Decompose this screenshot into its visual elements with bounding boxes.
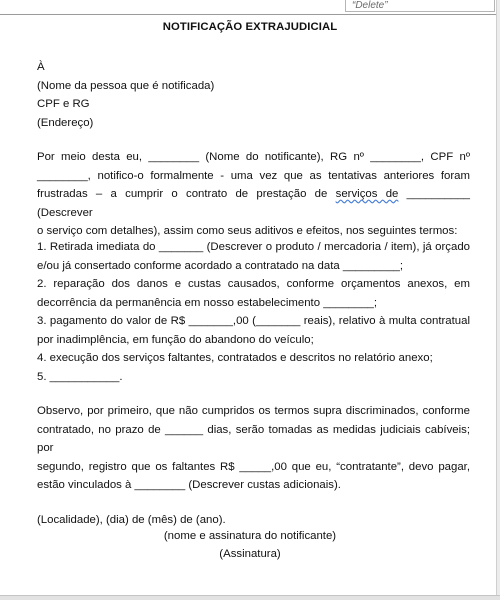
list-item: decorrência da permanência em nosso estabelecimento ________; — [37, 296, 378, 309]
place-date — [37, 511, 470, 530]
closing-line-4: estão vinculados à ________ (Descrever custas adicionais). — [37, 479, 341, 491]
terms-list — [37, 238, 470, 386]
intro-line-3-start: frustradas – a cumprir o contrato de prestação de — [37, 188, 336, 200]
spellcheck-flagged-text[interactable]: serviços de — [335, 188, 399, 200]
signatory-name: (nome e assinatura do notificante) — [163, 530, 337, 542]
closing-line-3: segundo, registro que os faltantes R$ _____,00 que eu, “contratante”, devo pagar, — [37, 460, 470, 473]
recipient-to: À — [37, 61, 45, 73]
list-item: por inadimplência, em função do abandono do veículo; — [37, 333, 314, 346]
delete-tag[interactable]: “Delete” — [345, 0, 495, 12]
list-item: e/ou já consertado conforme acordado a contratado na data _________; — [37, 259, 404, 272]
intro-line-2: ________, notifico-o formalmente - uma vez que as tentativas anteriores foram — [37, 169, 470, 182]
signature-line: (Assinatura) — [219, 548, 281, 560]
intro-line-3-end: __________ (Descrever — [37, 188, 471, 219]
list-item: 4. execução dos serviços faltantes, contratados e descritos no relatório anexo; — [37, 352, 433, 364]
recipient-id: CPF e RG — [37, 98, 90, 110]
closing-paragraph — [37, 402, 470, 495]
recipient-block — [37, 58, 470, 132]
intro-line-3 — [37, 185, 470, 222]
recipient-name: (Nome da pessoa que é notificada) — [37, 79, 215, 92]
intro-paragraph — [37, 148, 470, 241]
page-bottom-edge — [0, 595, 500, 600]
list-item: 3. pagamento do valor de R$ _______,00 (_______ reais), relativo à multa contratual — [37, 315, 470, 327]
closing-line-2: contratado, no prazo de ______ dias, serão tomadas as medidas judiciais cabíveis; por — [37, 423, 470, 454]
closing-line-1: Observo, por primeiro, que não cumpridos os termos supra discriminados, conforme — [37, 405, 470, 417]
intro-line-1: Por meio desta eu, ________ (Nome do notificante), RG nº ________, CPF nº — [37, 151, 470, 163]
recipient-address: (Endereço) — [37, 116, 94, 129]
document-title: NOTIFICAÇÃO EXTRAJUDICIAL — [162, 21, 338, 33]
list-item: 1. Retirada imediata do _______ (Descrever o produto / mercadoria / item), já orçado — [37, 241, 470, 253]
place-date-text: (Localidade), (dia) de (mês) de (ano). — [37, 514, 226, 526]
list-item: 5. ___________. — [37, 370, 123, 383]
list-item: 2. reparação dos danos e custas causados, conforme orçamentos anexos, em — [37, 278, 470, 290]
vertical-scrollbar[interactable] — [496, 0, 500, 600]
intro-line-4: o serviço com detalhes), assim como seus aditivos e efeitos, nos seguintes termos: — [37, 225, 458, 237]
